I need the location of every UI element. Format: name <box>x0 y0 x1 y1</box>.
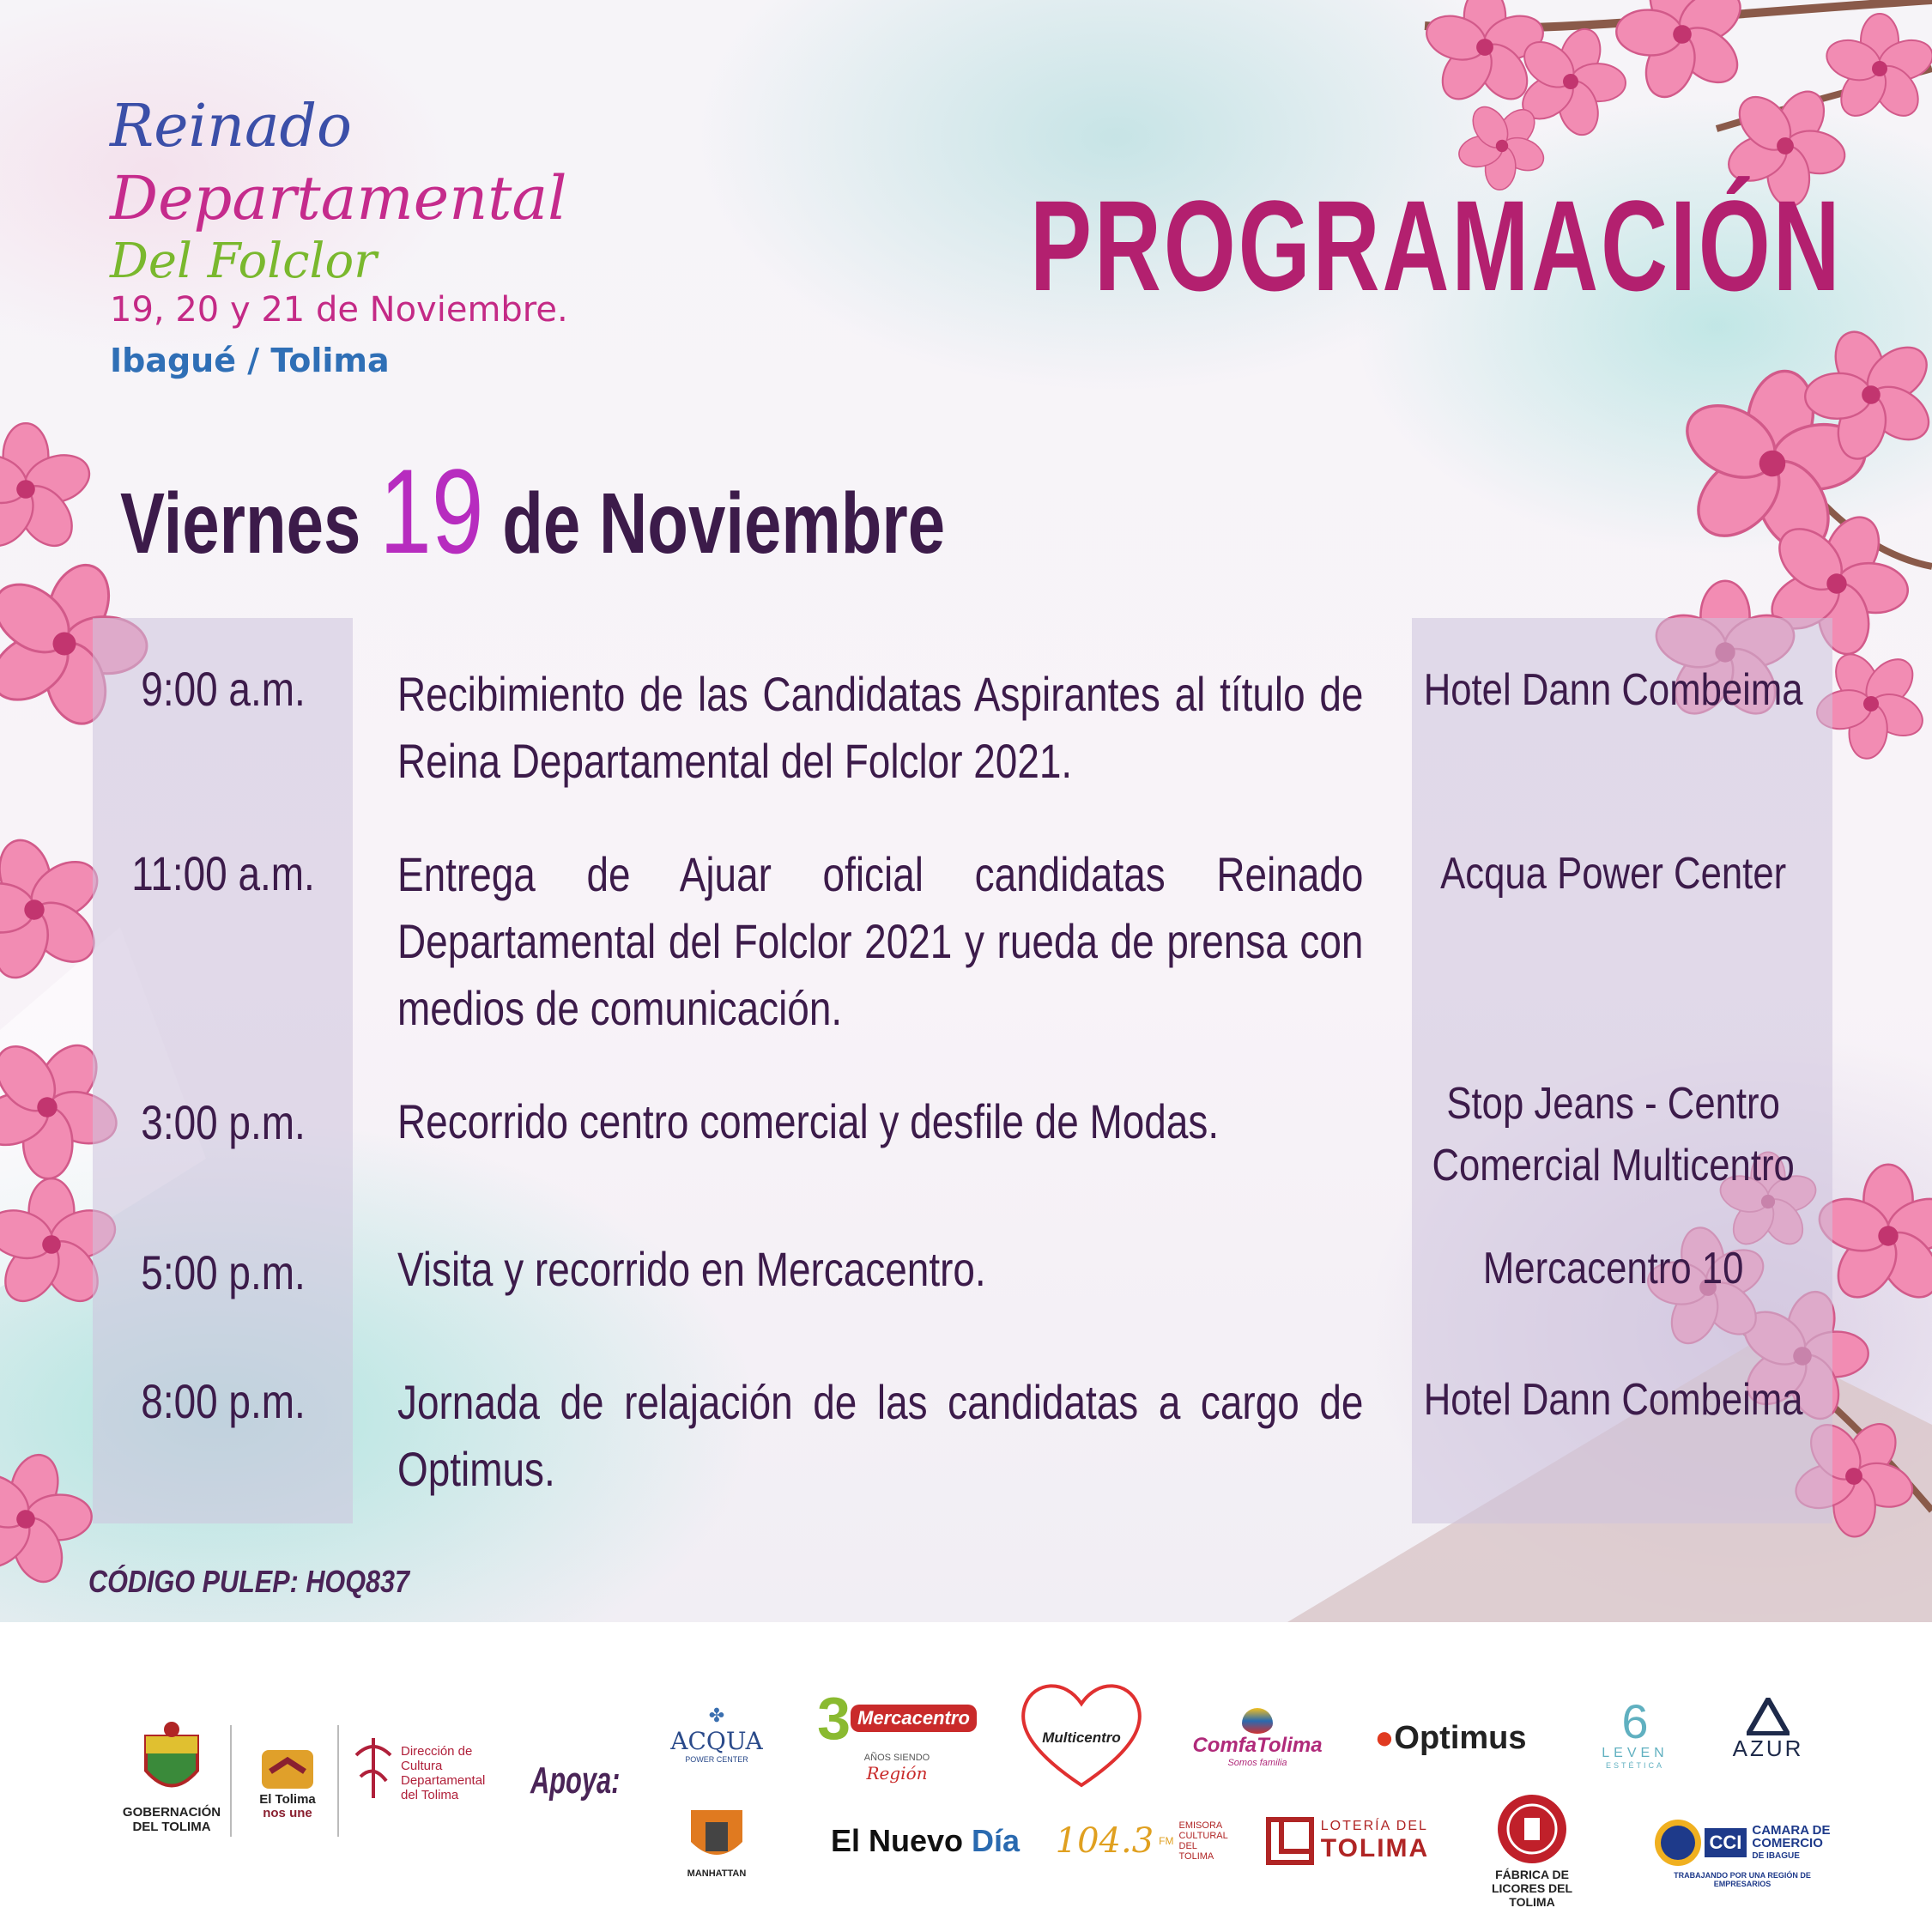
loteria-tolima-logo: LOTERÍA DEL TOLIMA <box>1253 1811 1442 1871</box>
fabrica-licores-logo: FÁBRICA DE LICORES DEL TOLIMA <box>1472 1785 1592 1914</box>
cultura-symbol-icon <box>348 1734 399 1802</box>
comfatolima-logo: ComfaTolima Somos familia <box>1193 1691 1322 1785</box>
brand-line-departamental: Departamental <box>110 163 567 233</box>
brand-line-folclor: Del Folclor <box>110 233 377 289</box>
el-nuevo-dia-logo: El Nuevo Día <box>830 1823 1021 1858</box>
coat-of-arms-icon <box>133 1719 210 1805</box>
schedule-description: Entrega de Ajuar oficial candidatas Reinado Departamental del Folclor 2021 y rueda de prensa con medios de comunicación. <box>397 847 1364 1035</box>
day-heading <box>120 442 945 581</box>
schedule-time: 5:00 p.m. <box>141 1245 306 1299</box>
schedule-place: Hotel Dann Combeima <box>1424 665 1803 715</box>
camara-comercio-logo: CCI CAMARA DE COMERCIO DE IBAGUE TRABAJANDO POR UNA REGIÓN DE EMPRESARIOS <box>1648 1811 1837 1897</box>
azur-logo: AZUR <box>1717 1687 1820 1772</box>
brand-line-reinado: Reinado <box>110 93 352 160</box>
event-city: Ibagué / Tolima <box>110 342 390 379</box>
schedule-place: Mercacentro 10 <box>1483 1244 1744 1293</box>
day-month: de Noviembre <box>502 475 946 572</box>
heart-flag-icon <box>1242 1708 1273 1734</box>
acqua-symbol-icon: ✤ <box>708 1704 725 1726</box>
event-dates: 19, 20 y 21 de Noviembre. <box>110 290 568 330</box>
apoya-label: Apoya: <box>530 1759 621 1802</box>
schedule-time: 11:00 a.m. <box>131 846 315 900</box>
camara-emblem-icon <box>1661 1826 1695 1860</box>
leven-wave-icon: 6 <box>1621 1694 1649 1748</box>
loteria-symbol-icon <box>1266 1817 1314 1865</box>
building-shield-icon <box>687 1803 747 1868</box>
multicentro-logo: Multicentro <box>1013 1674 1150 1794</box>
acqua-logo: ✤ ACQUA POWER CENTER <box>670 1704 763 1764</box>
page-title: PROGRAMACIÓN <box>1030 173 1843 318</box>
optimus-logo: ●Optimus <box>1374 1719 1527 1756</box>
handshake-icon <box>257 1741 318 1793</box>
schedule-description: Jornada de relajación de las candidatas a cargo de Optimus. <box>397 1375 1364 1496</box>
emisora-cultural-logo: 104.3 FM EMISORA CULTURAL DEL TOLIMA <box>1055 1820 1228 1862</box>
schedule-place: Acqua Power Center <box>1440 849 1787 899</box>
schedule-place: Hotel Dann Combeima <box>1424 1375 1803 1425</box>
leven-logo: 6 LEVEN ESTÉTICA <box>1602 1694 1669 1770</box>
schedule-time: 8:00 p.m. <box>141 1374 306 1428</box>
manhattan-logo: MANHATTAN <box>674 1794 760 1888</box>
direccion-cultura-logo: Dirección de Cultura Departamental del Tolima <box>348 1734 502 1837</box>
mercacentro-logo: 3 Mercacentro AÑOS SIENDO Región <box>811 1678 983 1790</box>
schedule-description: Visita y recorrido en Mercacentro. <box>397 1242 986 1296</box>
schedule-time: 3:00 p.m. <box>141 1095 306 1149</box>
day-weekday: Viernes <box>120 475 361 572</box>
pulep-code: CÓDIGO PULEP: HOQ837 <box>88 1564 410 1599</box>
day-number: 19 <box>379 444 484 578</box>
gobernacion-logo: GOBERNACIÓN DEL TOLIMA <box>112 1708 232 1845</box>
tolima-nos-une-logo: El Tolima nos une <box>245 1725 330 1837</box>
schedule-description: Recorrido centro comercial y desfile de Modas. <box>397 1094 1220 1148</box>
schedule-place: Stop Jeans - Centro Comercial Multicentro <box>1432 1079 1796 1190</box>
schedule-description: Recibimiento de las Candidatas Aspirantes al título de Reina Departamental del Folclor 2021. <box>397 667 1364 788</box>
schedule-time: 9:00 a.m. <box>141 662 306 716</box>
footer-divider <box>230 1725 232 1837</box>
seal-icon <box>1493 1790 1571 1868</box>
azur-triangle-icon <box>1747 1698 1790 1735</box>
footer-divider <box>337 1725 339 1837</box>
